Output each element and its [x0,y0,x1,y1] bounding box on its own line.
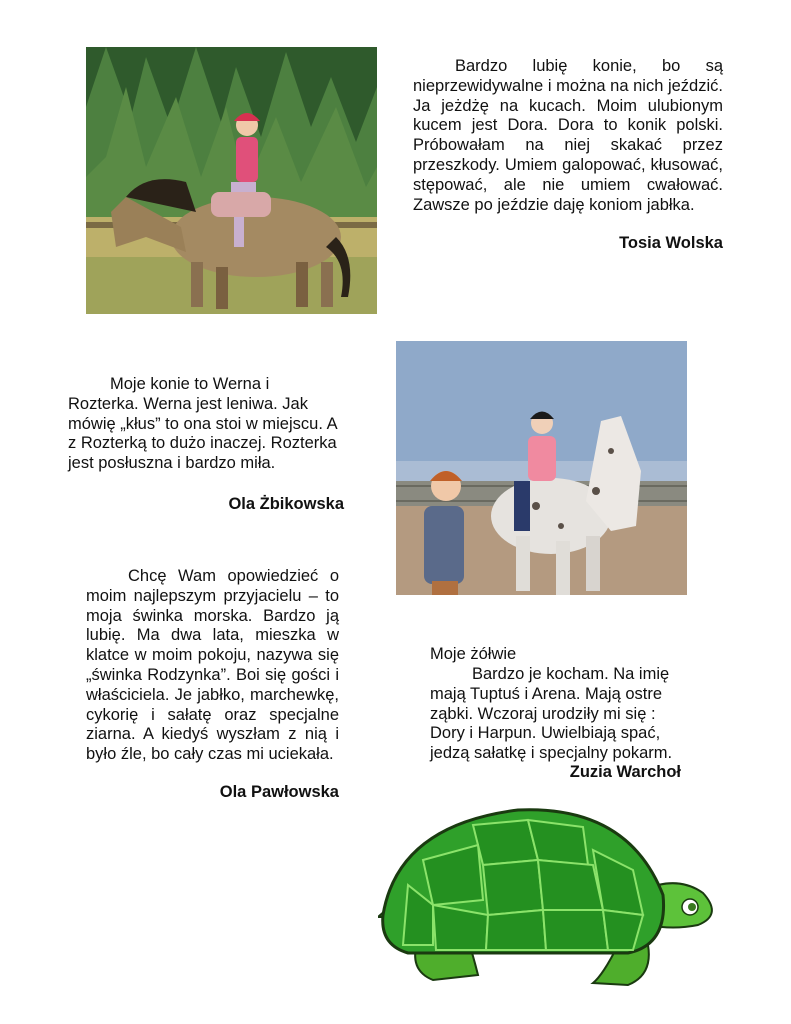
article-ola-pawlowska-author: Ola Pawłowska [219,783,339,801]
article-tosia-author: Tosia Wolska [619,234,723,252]
girl-riding-horse-photo [86,47,377,314]
girl-on-spotted-horse-photo [396,341,687,595]
article-ola-zbikowska-author: Ola Żbikowska [228,495,344,513]
article-ola-pawlowska-text: Chcę Wam opowiedzieć o moim najlepszym przyjacielu – to moja świnka morska. Bardzo ją lubię. Ma dwa lata, mieszka w klatce w moim pokoju, nazywa się „świnka Rodzynka”. Boi się gości i właściciela. Je jabłko, marchewkę, cykorię i sałatę oraz specjalne ziarna. A kiedyś wyszłam z nią i było źle, bo cały czas mi uciekała. [86,567,339,764]
article-ola-zbikowska-text: Moje konie to Werna i Rozterka. Werna jest leniwa. Jak mówię „kłus” to ona stoi w miejscu. A z Rozterką to dużo inaczej. Rozterka jest posłuszna i bardzo miła. [68,375,337,473]
article-zuzia-text: Bardzo je kocham. Na imię mają Tuptuś i Arena. Mają ostre ząbki. Wczoraj urodziły mi się : Dory i Harpun. Uwielbiają spać, jedzą sałatkę i specjalny pokarm. [430,665,673,763]
article-zuzia-title: Moje żółwie [430,645,517,663]
article-zuzia-author: Zuzia Warchoł [569,763,681,781]
green-turtle-illustration [378,805,720,990]
article-tosia-text: Bardzo lubię konie, bo są nieprzewidywalne i można na nich jeździć. Ja jeżdżę na kucach. Moim ulubionym kucem jest Dora. Dora to konik polski. Próbowałam na niej skakać przez przeszkody. Umiem galopować, kłusować, stępować, ale nie umiem cwałować. Zawsze po jeździe daję koniom jabłka. [413,57,723,214]
